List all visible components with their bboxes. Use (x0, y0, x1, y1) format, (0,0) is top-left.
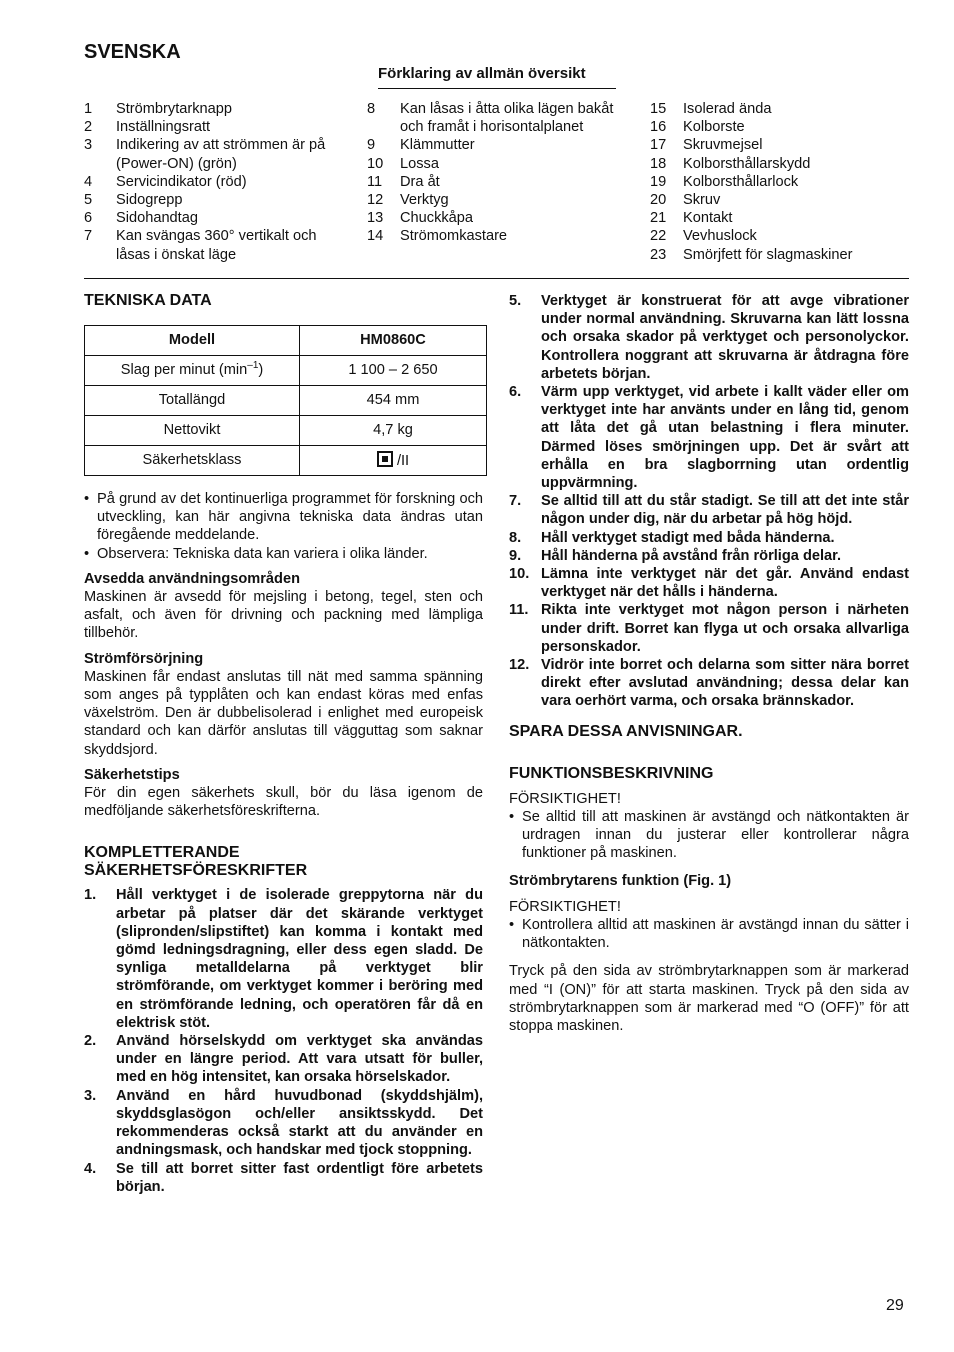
switch-title: Strömbrytarens funktion (Fig. 1) (509, 873, 732, 890)
list-item: • På grund av det kontinuerliga programmet för forskning och utveckling, kan här angivna tekniska data ändras utan föregående meddelande. (84, 491, 483, 544)
safety-tips-text: För din egen säkerhets skull, bör du läsa igenom de medföljande säkerhetsföreskrifterna. (84, 785, 483, 820)
table-cell: Säkerhetsklass (85, 446, 300, 476)
table-cell: Nettovikt (85, 416, 300, 446)
table-cell: 454 mm (300, 386, 487, 416)
list-item: 3. Använd en hård huvudbonad (skyddshjälm), skyddsglasögon och/eller ansiktsskydd. Det rekommenderas också starkt att du använder en andningsmask, och handskar med tjock stoppning. (84, 1087, 483, 1159)
legend-item: 12 Verktyg (367, 192, 449, 209)
table-row (85, 386, 487, 416)
legend-item: 20 Skruv (650, 192, 721, 209)
table-cell: Totallängd (85, 386, 300, 416)
legend-item: 5 Sidogrepp (84, 192, 183, 209)
legend-item: 18 Kolborsthållarskydd (650, 155, 811, 172)
legend-item: 6 Sidohandtag (84, 210, 198, 227)
power-supply-text: Maskinen får endast anslutas till nät med samma spänning som anges på typplåten och kan endast köras med enfas växelström. Den är dubbelisolerad i enlighet med europeisk standard och kan därför anslutas till vägguttag som saknar skyddsjord. (84, 668, 483, 758)
legend-item: 21 Kontakt (650, 210, 733, 227)
tech-heading: TEKNISKA DATA (84, 292, 212, 309)
legend-item: 16 Kolborste (650, 119, 745, 136)
table-cell: 4,7 kg (300, 416, 487, 446)
list-item: • Kontrollera alltid att maskinen är avstängd innan du sätter i nätkontakten. (509, 916, 909, 952)
page-number: 29 (886, 1297, 904, 1314)
list-item: 4. Se till att borret sitter fast ordentligt före arbetets början. (84, 1160, 483, 1195)
title-underline (378, 88, 616, 89)
list-item: 5. Verktyget är konstruerat för att avge vibrationer under normal användning. Skruvarna kan lätt lossna och orsaka skador på verktyget och personolyckor. Kontrollera noggrant att skruvarna är åtdragna före arbetets början. (509, 293, 909, 382)
legend-item: 8 Kan låsas i åtta olika lägen bakåt och framåt i horisontalplanet (367, 101, 614, 136)
list-item: 9. Håll händerna på avstånd från rörliga delar. (509, 547, 842, 564)
intended-use-title: Avsedda användningsområden (84, 570, 300, 587)
legend-item: 23 Smörjfett för slagmaskiner (650, 246, 853, 263)
legend-item: 11 Dra åt (367, 173, 440, 190)
func-heading: FUNKTIONSBESKRIVNING (509, 764, 714, 782)
legend-column-3 (650, 100, 912, 264)
intended-use-text: Maskinen är avsedd för mejsling i betong, tegel, sten och asfalt, och även för drivning och packning med lämpliga tillbehör. (84, 589, 483, 642)
legend-item: 17 Skruvmejsel (650, 137, 763, 154)
legend-item: 19 Kolborsthållarlock (650, 173, 799, 190)
list-item: 6. Värm upp verktyget, vid arbete i kallt väder eller om verktyget inte har använts under en lång tid, genom att låta det gå utan belastning i flera minuter. Därmed löses smörjningen upp. Det är svårt att erhålla en bra slagborrning utan ordentlig uppvärmning. (509, 384, 909, 492)
list-item: 7. Se alltid till att du står stadigt. Se till att det inte står någon under dig, när du arbetar på hög höjd. (509, 493, 909, 528)
safety-list (84, 886, 483, 1195)
legend-column-1 (84, 100, 346, 264)
divider (84, 278, 909, 279)
table-cell: Slag per minut $(\min^{-1})$ (85, 356, 300, 386)
list-item: 10. Lämna inte verktyget när det går. Använd endast verktyget när det hålls i händerna. (509, 566, 909, 601)
legend-item: 15 Isolerad ända (650, 101, 772, 117)
caution-label: FÖRSIKTIGHET! (509, 898, 621, 915)
legend-item: 13 Chuckkåpa (367, 210, 474, 227)
legend-item: 22 Vevhuslock (650, 228, 757, 245)
save-instructions: SPARA DESSA ANVISNINGAR. (509, 722, 743, 740)
legend-item: 3 Indikering av att strömmen är på (Power-ON) (grön) (84, 137, 326, 172)
list-item: 12. Vidrör inte borret och delarna som sitter nära borret direkt efter avslutad användning; dessa delar kan vara oerhört varma, och orsaka brännskador. (509, 657, 909, 710)
right-column (509, 292, 909, 1035)
table-row (85, 356, 487, 386)
caution-label: FÖRSIKTIGHET! (509, 790, 621, 807)
table-cell: /II (300, 446, 487, 476)
extra-safety-heading: KOMPLETTERANDE SÄKERHETSFÖRESKRIFTER (84, 844, 308, 880)
list-item: 8. Håll verktyget stadigt med båda händerna. (509, 529, 835, 546)
power-supply-title: Strömförsörjning (84, 650, 204, 667)
list-item: 1. Håll verktyget i de isolerade greppytorna när du arbetar på platser där det skärande verktyget (slipronden/slipstiftet) kan komma i kontakt med gömd ledningsdragning, eller dess egen sladd. De synliga metalldelarna på verktyget blir strömförande, om verktyget kommer i beröring med en strömförande ledning, och operatören får då en elektrisk stöt. (84, 887, 483, 1031)
list-item: 11. Rikta inte verktyget mot någon person i närheten under drift. Borret kan flyga ut och orsaka allvarliga personskador. (509, 602, 909, 655)
table-header-model: Modell (85, 326, 300, 356)
spec-table (84, 325, 487, 476)
legend-item: 2 Inställningsratt (84, 119, 211, 136)
list-item: • Se alltid till att maskinen är avstängd och nätkontakten är urdragen innan du justerar eller kontrollerar några funktioner på maskinen. (509, 808, 909, 862)
language-title: SVENSKA (84, 41, 181, 63)
switch-text: Tryck på den sida av strömbrytarknappen som är markerad med “I (ON)” för att starta maskinen. Tryck på den sida av strömbrytarknappen som är markerad med “O (OFF)” för att stoppa maskinen. (509, 963, 909, 1034)
list-item: 2. Använd hörselskydd om verktyget ska användas under en längre period. Att vara utsatt för buller, med en hög intensitet, kan orsaka hörselskador. (84, 1033, 483, 1086)
legend-column-2 (367, 100, 629, 246)
legend-item: 1 Strömbrytarknapp (84, 101, 232, 117)
double-insulation-icon (377, 451, 393, 467)
table-row (85, 416, 487, 446)
table-header-value: HM0860C (300, 326, 487, 356)
legend-item: 7 Kan svängas 360° vertikalt och låsas i önskat läge (84, 228, 317, 263)
table-row (85, 446, 487, 476)
list-item: • Observera: Tekniska data kan variera i olika länder. (84, 545, 428, 562)
safety-tips-title: Säkerhetstips (84, 766, 180, 783)
safety-list-continued (509, 292, 909, 711)
left-column (84, 292, 483, 1196)
legend-item: 14 Strömomkastare (367, 228, 508, 245)
legend-item: 4 Servicindikator (röd) (84, 173, 247, 190)
table-row (85, 326, 487, 356)
legend-item: 9 Klämmutter (367, 137, 475, 154)
legend-item: 10 Lossa (367, 155, 439, 172)
table-cell: 1 100 – 2 650 (300, 356, 487, 386)
overview-title: Förklaring av allmän översikt (378, 65, 586, 82)
